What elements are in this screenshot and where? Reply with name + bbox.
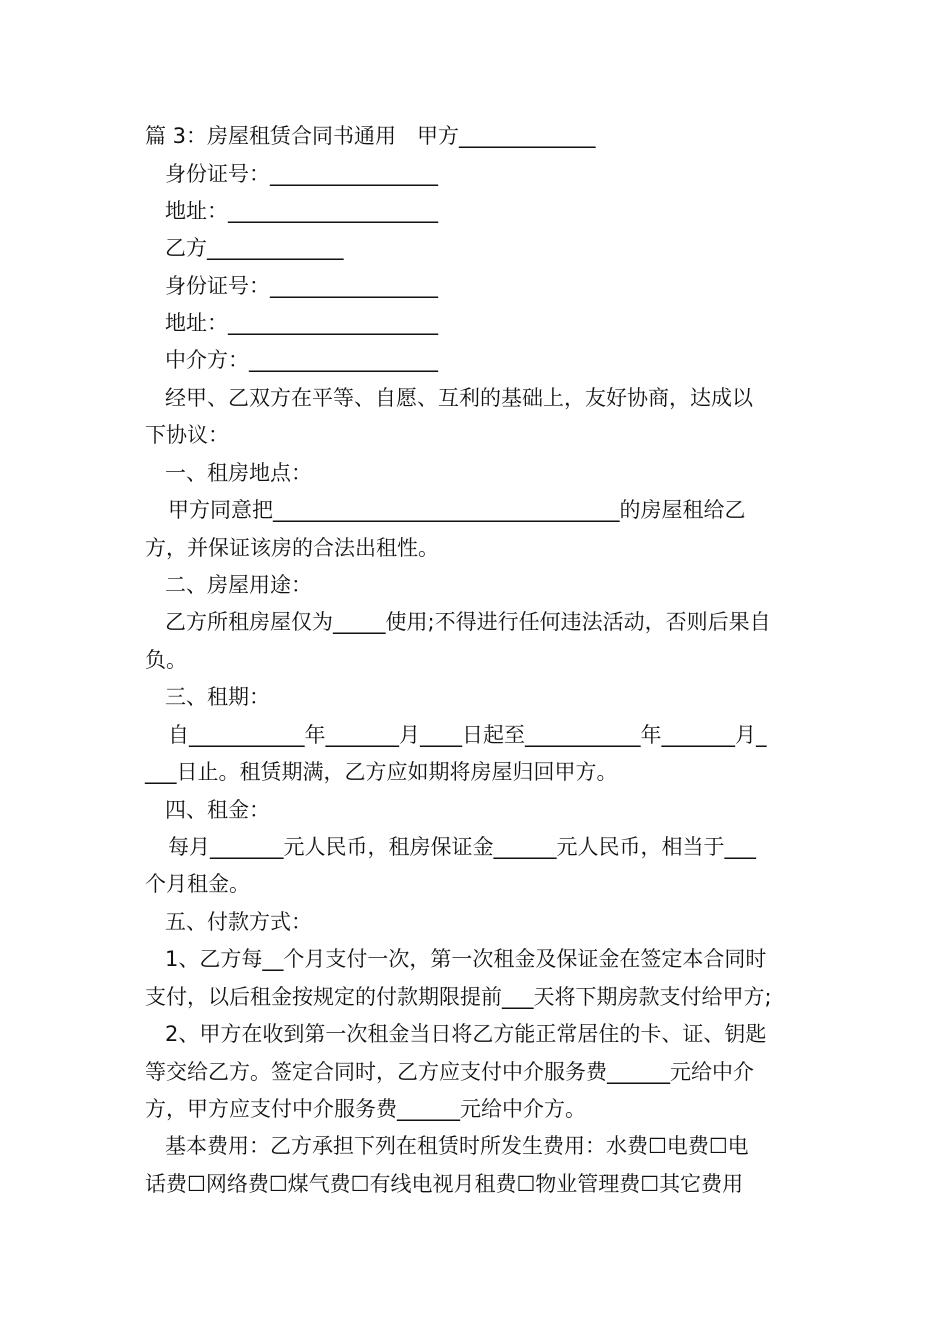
payment-clause-1-line-1: 1、乙方每__个月支付一次，第一次租金及保证金在签定本合同时 [165,947,767,971]
rent-line-2: 个月租金。 [145,872,250,896]
term-line-1: 自___________年_______月____日起至___________年_______月_ [168,723,767,747]
location-line-2: 方，并保证该房的合法出租性。 [145,536,439,560]
term-line-2: ___日止。租赁期满，乙方应如期将房屋归回甲方。 [145,760,618,784]
section-heading-term: 三、租期： [165,685,270,709]
party-b-address-line: 地址：____________________ [165,311,438,335]
section-heading-usage: 二、房屋用途： [165,573,312,597]
section-heading-payment: 五、付款方式： [165,910,312,934]
location-line-1: 甲方同意把_________________________________的房屋租给乙 [168,498,746,522]
usage-line-2: 负。 [145,648,187,672]
rent-line-1: 每月_______元人民币，租房保证金______元人民币，相当于___ [168,835,756,859]
section-heading-location: 一、租房地点： [165,461,312,485]
basic-fees-line-2: 话费☐网络费☐煤气费☐有线电视月租费☐物业管理费☐其它费用 [145,1172,744,1196]
document-title-line: 篇 3：房屋租赁合同书通用 甲方_____________ [145,124,596,148]
preamble-line-1: 经甲、乙双方在平等、自愿、互利的基础上，友好协商，达成以 [165,386,753,410]
agent-line: 中介方：__________________ [165,348,438,372]
payment-clause-2-line-2: 等交给乙方。签定合同时，乙方应支付中介服务费______元给中介 [145,1060,754,1084]
party-b-id-line: 身份证号：________________ [165,274,438,298]
payment-clause-2-line-3: 方，甲方应支付中介服务费______元给中介方。 [145,1097,586,1121]
payment-clause-1-line-2: 支付，以后租金按规定的付款期限提前___天将下期房款支付给甲方; [145,985,772,1009]
party-b-line: 乙方_____________ [165,236,344,260]
party-a-address-line: 地址：____________________ [165,199,438,223]
basic-fees-line-1: 基本费用：乙方承担下列在租赁时所发生费用：水费☐电费☐电 [165,1134,749,1158]
payment-clause-2-line-1: 2、甲方在收到第一次租金当日将乙方能正常居住的卡、证、钥匙 [165,1022,767,1046]
preamble-line-2: 下协议： [145,423,229,447]
usage-line-1: 乙方所租房屋仅为_____使用;不得进行任何违法活动，否则后果自 [165,610,771,634]
party-a-id-line: 身份证号：________________ [165,162,438,186]
section-heading-rent: 四、租金： [165,798,270,822]
